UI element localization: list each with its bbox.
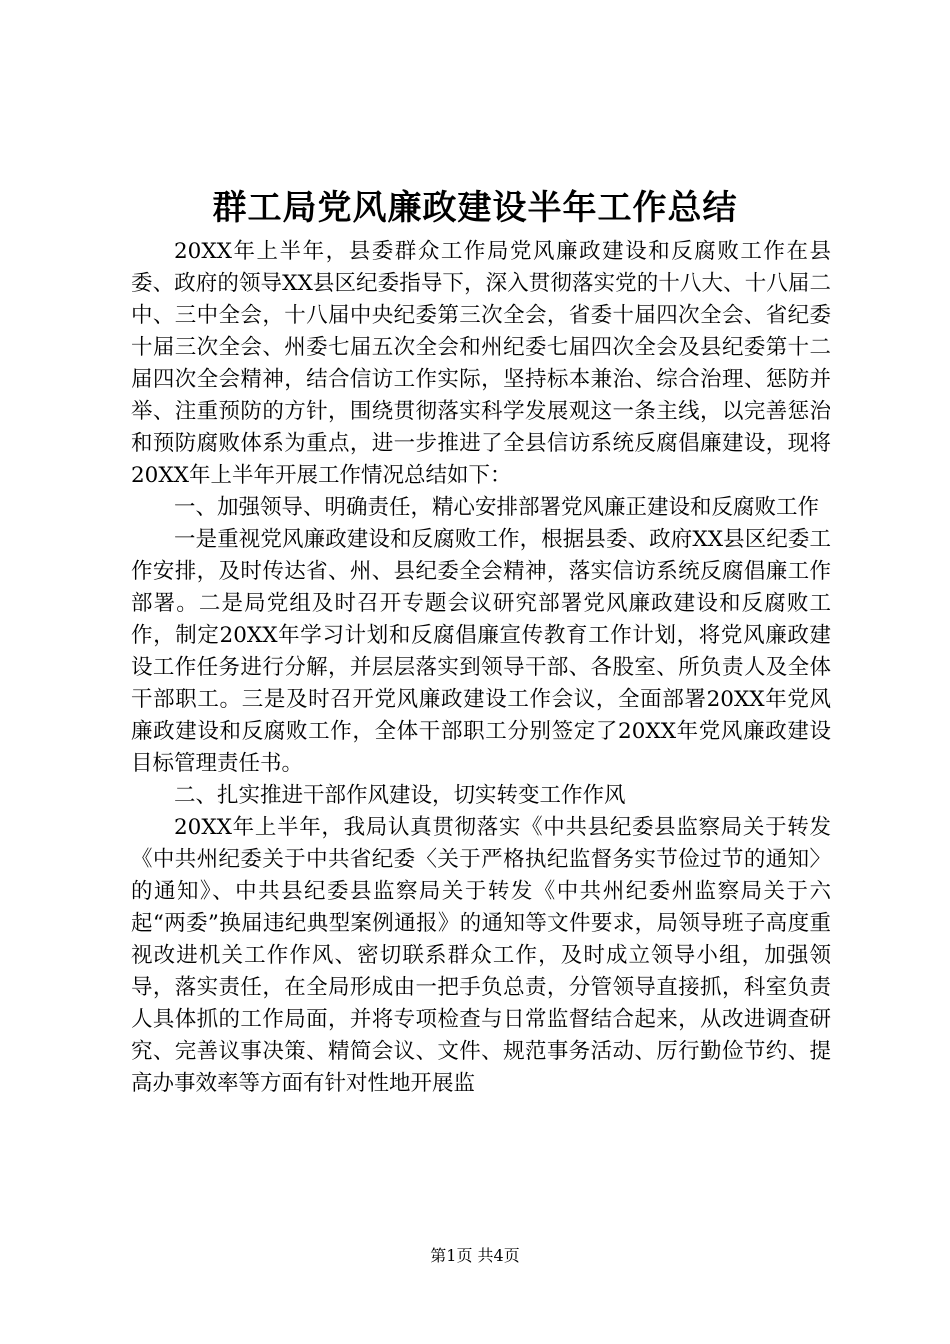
page-number-footer: 第1页 共4页 bbox=[430, 1246, 520, 1265]
paragraph-section-1: 一是重视党风廉政建设和反腐败工作，根据县委、政府XX县区纪委工作安排，及时传达省、州、县纪委全会精神，落实信访系统反腐倡廉工作部署。二是局党组及时召开专题会议研究部署党风廉政建设和反腐败工作，制定20XX年学习计划和反腐倡廉宣传教育工作计划，将党风廉政建设工作任务进行分解，并层层落实到领导干部、各股室、所负责人及全体干部职工。三是及时召开党风廉政建设工作会议，全面部署20XX年党风廉政建设和反腐败工作，全体干部职工分别签定了20XX年党风廉政建设目标管理责任书。 bbox=[131, 527, 831, 776]
section-heading-1: 一、加强领导、明确责任，精心安排部署党风廉正建设和反腐败工作 bbox=[174, 495, 820, 520]
document-body bbox=[131, 236, 831, 1100]
paragraph-section-2: 20XX年上半年，我局认真贯彻落实《中共县纪委县监察局关于转发《中共州纪委关于中共省纪委〈关于严格执纪监督务实节俭过节的通知〉的通知》、中共县纪委县监察局关于转发《中共州纪委州监察局关于六起“两委”换届违纪典型案例通报》的通知等文件要求，局领导班子高度重视改进机关工作作风、密切联系群众工作，及时成立领导小组，加强领导，落实责任，在全局形成由一把手负总责，分管领导直接抓，科室负责人具体抓的工作局面，并将专项检查与日常监督结合起来，从改进调查研究、完善议事决策、精简会议、文件、规范事务活动、厉行勤俭节约、提高办事效率等方面有针对性地开展监 bbox=[131, 815, 831, 1096]
document-title: 群工局党风廉政建设半年工作总结 bbox=[212, 188, 738, 228]
section-heading-2: 二、扎实推进干部作风建设，切实转变工作作风 bbox=[174, 783, 626, 808]
paragraph-intro: 20XX年上半年，县委群众工作局党风廉政建设和反腐败工作在县委、政府的领导XX县区纪委指导下，深入贯彻落实党的十八大、十八届二中、三中全会，十八届中央纪委第三次全会，省委十届四次全会、省纪委十届三次全会、州委七届五次全会和州纪委七届四次全会及县纪委第十二届四次全会精神，结合信访工作实际，坚持标本兼治、综合治理、惩防并举、注重预防的方针，围绕贯彻落实科学发展观这一条主线，以完善惩治和预防腐败体系为重点，进一步推进了全县信访系统反腐倡廉建设，现将20XX年上半年开展工作情况总结如下： bbox=[131, 239, 831, 488]
